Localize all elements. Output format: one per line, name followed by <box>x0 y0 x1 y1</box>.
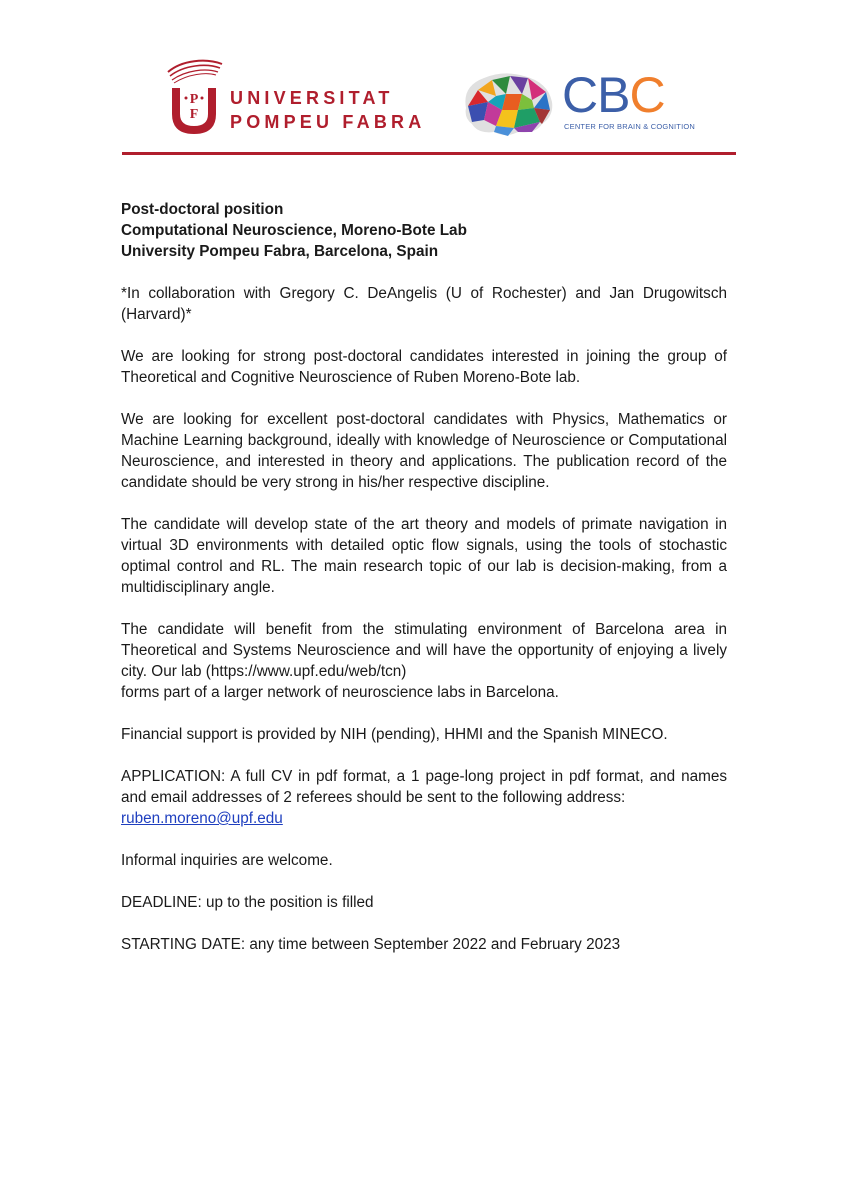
brain-icon <box>458 68 558 140</box>
page-header <box>0 0 848 160</box>
upf-name-line1: UNIVERSITAT <box>230 88 394 108</box>
upf-name-line2: POMPEU FABRA <box>230 112 426 132</box>
position-title <box>121 199 727 262</box>
cbc-wordmark: CBC <box>562 67 665 123</box>
cbc-logo <box>458 68 698 140</box>
upf-emblem-icon <box>162 58 226 138</box>
environment-text: The candidate will benefit from the stimulating environment of Barcelona area in Theoretical and Systems Neuroscience and will have the opportunity of enjoying a lively city. Our lab (https://www.upf.edu/web/tcn) <box>121 621 727 680</box>
contact-email-link[interactable]: ruben.moreno@upf.edu <box>121 810 283 827</box>
starting-date-paragraph: STARTING DATE: any time between September 2022 and February 2023 <box>121 936 621 953</box>
application-paragraph <box>121 766 727 829</box>
intro-paragraph: We are looking for strong post-doctoral candidates interested in joining the group of Theoretical and Cognitive Neuroscience of Ruben Moreno-Bote lab. <box>121 348 727 386</box>
title-line-2: Computational Neuroscience, Moreno-Bote Lab <box>121 222 467 239</box>
collaboration-note: *In collaboration with Gregory C. DeAngelis (U of Rochester) and Jan Drugowitsch (Harvard)* <box>121 285 727 323</box>
cbc-tagline: CENTER FOR BRAIN & COGNITION <box>564 122 696 131</box>
funding-paragraph: Financial support is provided by NIH (pending), HHMI and the Spanish MINECO. <box>121 726 668 743</box>
upf-wordmark <box>230 86 425 134</box>
application-text: APPLICATION: A full CV in pdf format, a 1 page-long project in pdf format, and names and email addresses of 2 referees should be sent to the following address: <box>121 768 727 806</box>
upf-logo <box>162 58 426 138</box>
title-line-3: University Pompeu Fabra, Barcelona, Spain <box>121 243 439 260</box>
inquiries-paragraph: Informal inquiries are welcome. <box>121 852 333 869</box>
document-body <box>121 199 727 976</box>
profile-paragraph: We are looking for excellent post-doctoral candidates with Physics, Mathematics or Machine Learning background, ideally with knowledge of Neuroscience or Computational Neuroscience, and interested in theory and applications. The publication record of the candidate should be very strong in his/her respective discipline. <box>121 411 727 491</box>
environment-paragraph <box>121 619 727 682</box>
svg-text:F: F <box>189 107 199 122</box>
header-divider <box>122 152 736 155</box>
research-paragraph: The candidate will develop state of the art theory and models of primate navigation in virtual 3D environments with detailed optic flow signals, using the tools of stochastic optimal control and RL. The main research topic of our lab is decision-making, from a multidisciplinary angle. <box>121 516 727 596</box>
deadline-paragraph: DEADLINE: up to the position is filled <box>121 894 374 911</box>
title-line-1: Post-doctoral position <box>121 201 284 218</box>
svg-text:P: P <box>189 92 199 107</box>
environment-paragraph-cont: forms part of a larger network of neuroscience labs in Barcelona. <box>121 684 559 701</box>
